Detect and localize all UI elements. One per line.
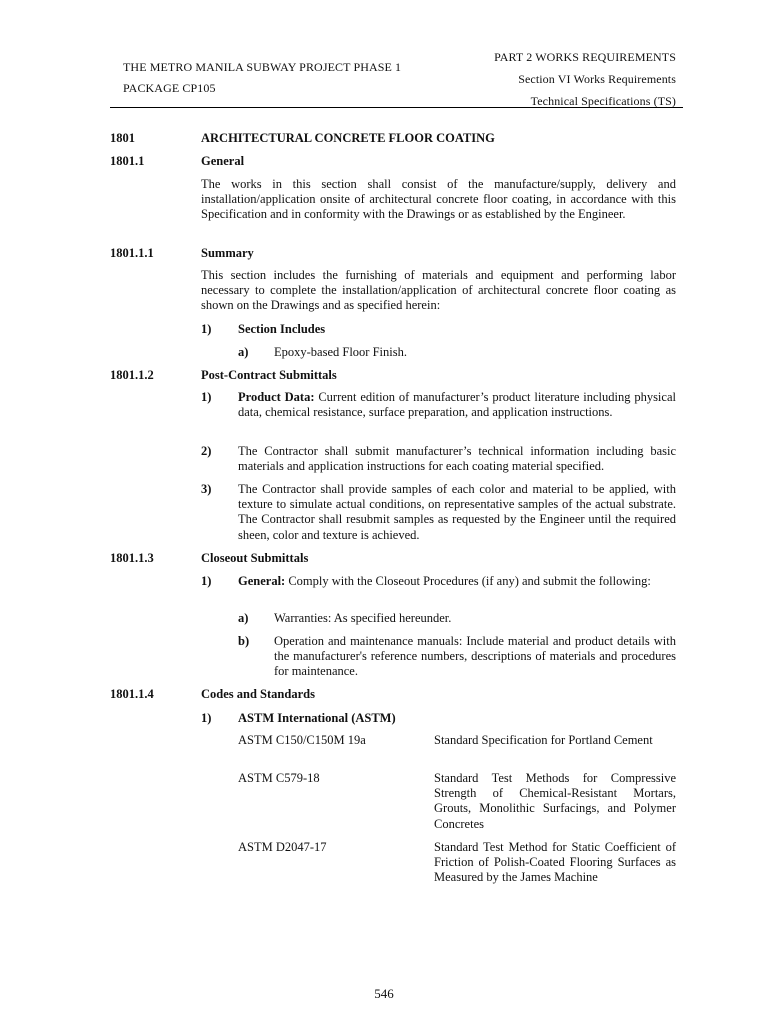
standard-code: ASTM C150/C150M 19a (238, 733, 366, 747)
list-number: 1) (201, 711, 212, 725)
standard-code: ASTM D2047-17 (238, 840, 327, 854)
section-number: 1801 (110, 131, 135, 145)
general-number: 1801.1 (110, 154, 145, 168)
list-number: 3) (201, 482, 212, 496)
closeout-general-text: Comply with the Closeout Procedures (if any) and submit the following: (285, 574, 651, 588)
list-number: 1) (201, 390, 212, 404)
standard-description: Standard Test Methods for Compressive Strength of Chemical-Resistant Mortars, Grouts, Monolithic Surfacings, and Polymer Concretes (434, 771, 676, 831)
warranties-item: Warranties: As specified hereunder. (274, 611, 452, 625)
page-number: 546 (374, 986, 394, 1001)
list-letter: b) (238, 634, 250, 648)
list-number: 1) (201, 574, 212, 588)
general-title: General (201, 154, 245, 168)
samples-item: The Contractor shall provide samples of each color and material to be applied, with texture to simulate actual conditions, on representative samples of the actual substrate. The Contractor shall resubmit samples as requested by the Engineer until the required sheen, color and texture is achieved. (238, 482, 676, 542)
list-number: 2) (201, 444, 212, 458)
closeout-number: 1801.1.3 (110, 551, 154, 565)
product-data-lead: Product Data: (238, 390, 315, 404)
product-data-text: Current edition of manufacturer’s product literature including physical data, chemical resistance, surface preparation, and application instructions. (238, 390, 676, 420)
section-includes-item: Epoxy-based Floor Finish. (274, 345, 407, 359)
spec-label: Technical Specifications (TS) (530, 94, 676, 108)
closeout-general-lead: General: (238, 574, 286, 588)
technical-info-item: The Contractor shall submit manufacturer’s technical information including basic materials and application instructions for each coating material specified. (238, 444, 676, 474)
part-label: PART 2 WORKS REQUIREMENTS (494, 50, 676, 64)
general-text: The works in this section shall consist of the manufacture/supply, delivery and installation/application onsite of architectural concrete floor coating, in accordance with this Specification and in conformity with the Drawings or as established by the Engineer. (201, 177, 676, 222)
codes-title: Codes and Standards (201, 687, 315, 701)
project-title: THE METRO MANILA SUBWAY PROJECT PHASE 1 (123, 60, 402, 74)
list-number: 1) (201, 322, 212, 336)
standard-description: Standard Test Method for Static Coefficient of Friction of Polish-Coated Flooring Surfaces as Measured by the James Machine (434, 840, 676, 885)
package-label: PACKAGE CP105 (123, 81, 216, 95)
header-rule (110, 107, 683, 108)
list-letter: a) (238, 611, 249, 625)
astm-title: ASTM International (ASTM) (238, 711, 396, 725)
list-letter: a) (238, 345, 249, 359)
post-contract-number: 1801.1.2 (110, 368, 154, 382)
summary-number: 1801.1.1 (110, 246, 154, 260)
summary-text: This section includes the furnishing of materials and equipment and performing labor necessary to complete the installation/application of architectural concrete floor coating as shown on the Drawings and as specified herein: (201, 268, 676, 313)
standard-code: ASTM C579-18 (238, 771, 320, 785)
om-manuals-item: Operation and maintenance manuals: Include material and product details with the manufacturer's reference numbers, descriptions of materials and procedures for maintenance. (274, 634, 676, 679)
summary-title: Summary (201, 246, 254, 260)
section-includes-title: Section Includes (238, 322, 326, 336)
closeout-general-item (238, 574, 676, 589)
section-label: Section VI Works Requirements (518, 72, 676, 86)
codes-number: 1801.1.4 (110, 687, 154, 701)
standard-description: Standard Specification for Portland Cement (434, 733, 653, 747)
section-title: ARCHITECTURAL CONCRETE FLOOR COATING (201, 131, 495, 145)
closeout-title: Closeout Submittals (201, 551, 309, 565)
post-contract-title: Post-Contract Submittals (201, 368, 337, 382)
product-data-item (238, 390, 676, 420)
